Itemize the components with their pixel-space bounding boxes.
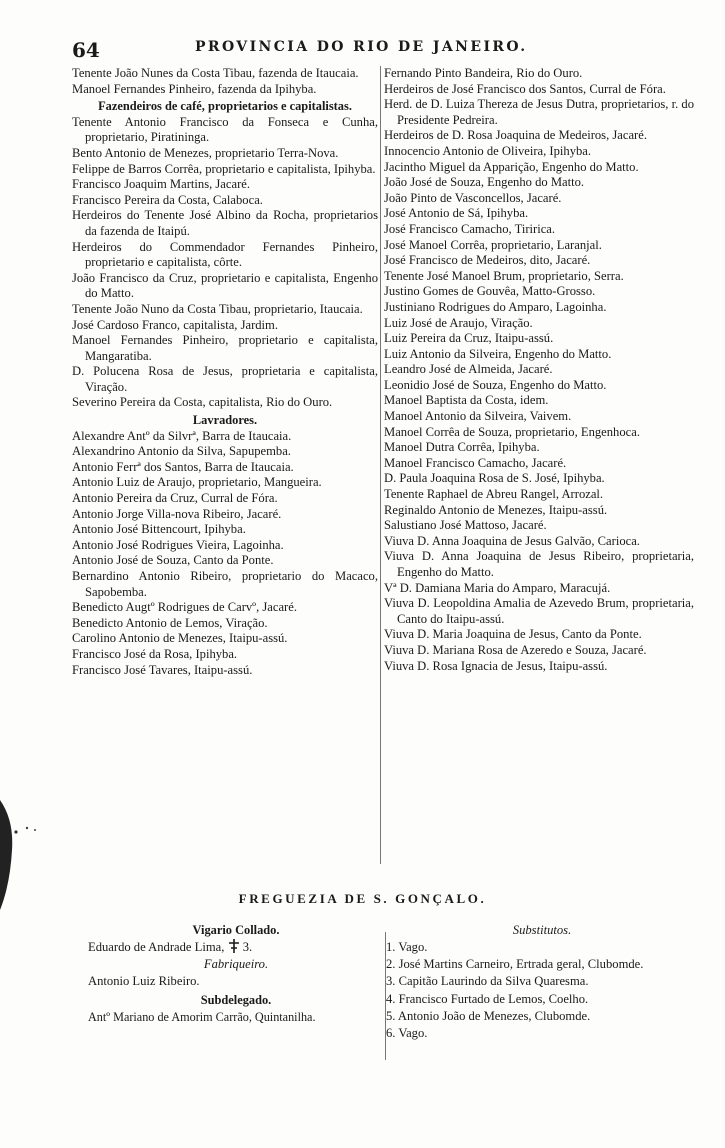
page-number: 64	[72, 38, 100, 62]
directory-entry: Francisco Pereira da Costa, Calaboca.	[72, 192, 263, 207]
directory-entry: Viuva D. Mariana Rosa de Azeredo e Souza, Jacaré.	[384, 642, 647, 657]
directory-entry: Reginaldo Antonio de Menezes, Itaipu-assú.	[384, 502, 608, 517]
directory-entry: Viuva D. Rosa Ignacia de Jesus, Itaipu-assú.	[384, 658, 608, 673]
section-heading: Lavradores.	[192, 413, 258, 428]
directory-entry: Carolino Antonio de Menezes, Itaipu-assú.	[72, 631, 288, 646]
directory-entry: Antonio José Bittencourt, Ipihyba.	[72, 522, 246, 537]
directory-entry: Justiniano Rodrigues do Amparo, Lagoinha.	[384, 299, 607, 314]
directory-entry: Tenente José Manoel Brum, proprietario, Serra.	[384, 268, 624, 283]
directory-entry: Herdeiros de José Francisco dos Santos, Curral de Fóra.	[384, 81, 666, 96]
directory-entry: Luiz Pereira da Cruz, Itaipu-assú.	[384, 331, 554, 346]
substituto-item: 6. Vago.	[386, 1026, 428, 1041]
directory-entry: Alexandrino Antonio da Silva, Sapupemba.	[72, 444, 291, 459]
directory-entry: Bernardino Antonio Ribeiro, proprietario do Macaco, Sapobemba.	[72, 569, 378, 599]
directory-entry: Antonio Jorge Villa-nova Ribeiro, Jacaré.	[72, 506, 282, 521]
directory-entry: Luiz José de Araujo, Viração.	[384, 315, 533, 330]
directory-entry: Manoel Fernandes Pinheiro, fazenda da Ipihyba.	[72, 81, 317, 96]
page-title: PROVINCIA DO RIO DE JANEIRO.	[195, 39, 528, 55]
directory-entry: Manoel Baptista da Costa, idem.	[384, 393, 549, 408]
substituto-item: 1. Vago.	[386, 940, 428, 954]
directory-entry: Tenente João Nuno da Costa Tibau, proprietario, Itaucaia.	[72, 301, 363, 316]
freguezia-officials	[88, 922, 384, 1026]
directory-entry: Bento Antonio de Menezes, proprietario Terra-Nova.	[72, 145, 339, 160]
fabriqueiro-name: Antonio Luiz Ribeiro.	[88, 974, 200, 988]
directory-entry: José Antonio de Sá, Ipihyba.	[384, 206, 529, 221]
directory-entry: Justino Gomes de Gouvêa, Matto-Grosso.	[384, 284, 596, 299]
substitutos-list	[386, 922, 698, 1042]
directory-entry: Herdeiros de D. Rosa Joaquina de Medeiros, Jacaré.	[384, 128, 647, 143]
directory-entry: Felippe de Barros Corrêa, proprietario e capitalista, Ipihyba.	[72, 161, 376, 176]
substituto-item: 4. Francisco Furtado de Lemos, Coelho.	[386, 991, 589, 1006]
directory-entry: José Cardoso Franco, capitalista, Jardim.	[72, 317, 279, 332]
subdelegado-name: Antº Mariano de Amorim Carrão, Quintanilha.	[88, 1010, 316, 1024]
directory-entry: Francisco Joaquim Martins, Jacaré.	[72, 177, 251, 192]
cross-icon	[228, 939, 240, 953]
directory-entry: Severino Pereira da Costa, capitalista, Rio do Ouro.	[72, 395, 333, 410]
vigario-order: 3.	[242, 940, 253, 954]
directory-entry: Viuva D. Anna Joaquina de Jesus Ribeiro, proprietaria, Engenho do Matto.	[384, 549, 694, 579]
directory-entry: Francisco José Tavares, Itaipu-assú.	[72, 662, 253, 677]
directory-entry: Manoel Dutra Corrêa, Ipihyba.	[384, 440, 540, 455]
substitutos-heading: Substitutos.	[512, 923, 572, 937]
directory-entry: Herdeiros do Commendador Fernandes Pinheiro, proprietario e capitalista, côrte.	[72, 239, 378, 270]
subdelegado-heading: Subdelegado.	[200, 993, 272, 1007]
directory-entry: Manoel Antonio da Silveira, Vaivem.	[384, 409, 572, 424]
directory-entry: Tenente Raphael de Abreu Rangel, Arrozal.	[384, 487, 604, 502]
substituto-item: 5. Antonio João de Menezes, Clubomde.	[386, 1008, 591, 1023]
directory-entry: Antonio José Rodrigues Vieira, Lagoinha.	[72, 537, 284, 552]
specks-icon	[24, 824, 40, 834]
directory-entry: José Francisco Camacho, Tiririca.	[384, 221, 556, 236]
directory-entry: José Manoel Corrêa, proprietario, Laranjal.	[384, 237, 602, 252]
fabriqueiro-heading: Fabriqueiro.	[203, 957, 269, 971]
column-divider	[380, 66, 381, 864]
substituto-item: 2. José Martins Carneiro, Ertrada geral, Clubomde.	[386, 957, 644, 972]
directory-entry: Viuva D. Maria Joaquina de Jesus, Canto da Ponte.	[384, 627, 642, 642]
directory-entry: Viuva D. Leopoldina Amalia de Azevedo Brum, proprietaria, Canto do Itaipu-assú.	[384, 596, 694, 626]
directory-entry: Herdeiros do Tenente José Albino da Rocha, proprietarios da fazenda de Itaipú.	[72, 208, 378, 238]
directory-entry: João José de Souza, Engenho do Matto.	[384, 175, 585, 190]
directory-entry: Manoel Francisco Camacho, Jacaré.	[384, 455, 567, 470]
right-column	[384, 66, 694, 674]
freguezia-title: FREGUEZIA DE S. GONÇALO.	[238, 891, 487, 906]
directory-entry: Herd. de D. Luiza Thereza de Jesus Dutra, proprietarios, r. do Presidente Pedreira.	[384, 97, 694, 127]
section-heading: Fazendeiros de café, proprietarios e capitalistas.	[98, 99, 352, 114]
directory-entry: Antonio Luiz de Araujo, proprietario, Mangueira.	[72, 475, 322, 490]
directory-entry: D. Paula Joaquina Rosa de S. José, Ipihyba.	[384, 471, 605, 486]
directory-entry: Innocencio Antonio de Oliveira, Ipihyba.	[384, 143, 592, 158]
directory-entry: Francisco José da Rosa, Ipihyba.	[72, 646, 238, 661]
directory-entry: Jacintho Miguel da Apparição, Engenho do Matto.	[384, 159, 639, 174]
directory-entry: João Francisco da Cruz, proprietario e capitalista, Engenho do Matto.	[72, 270, 378, 301]
vigario-heading: Vigario Collado.	[192, 923, 280, 937]
vigario-line	[88, 939, 384, 956]
directory-entry: Alexandre Antº da Silvrª, Barra de Itaucaia.	[72, 428, 292, 443]
directory-entry: Benedicto Augtº Rodrigues de Carvº, Jacaré.	[72, 600, 297, 615]
directory-entry: Antonio José de Souza, Canto da Ponte.	[72, 553, 274, 568]
directory-entry: D. Polucena Rosa de Jesus, proprietaria e capitalista, Viração.	[72, 364, 378, 394]
page-edge-ink-blot-icon	[0, 770, 22, 930]
directory-entry: Leonidio José de Souza, Engenho do Matto.	[384, 377, 607, 392]
directory-entry: Fernando Pinto Bandeira, Rio do Ouro.	[384, 66, 583, 80]
left-column	[72, 66, 378, 678]
directory-entry: Luiz Antonio da Silveira, Engenho do Matto.	[384, 346, 612, 361]
substituto-item: 3. Capitão Laurindo da Silva Quaresma.	[386, 974, 589, 989]
directory-entry: Manoel Corrêa de Souza, proprietario, Engenhoca.	[384, 424, 640, 439]
directory-entry: Tenente João Nunes da Costa Tibau, fazenda de Itaucaia.	[72, 66, 359, 80]
directory-entry: José Francisco de Medeiros, dito, Jacaré.	[384, 253, 591, 268]
directory-entry: Leandro José de Almeida, Jacaré.	[384, 362, 553, 377]
directory-entry: Salustiano José Mattoso, Jacaré.	[384, 518, 547, 533]
directory-entry: Antonio Pereira da Cruz, Curral de Fóra.	[72, 491, 278, 506]
directory-entry: João Pinto de Vasconcellos, Jacaré.	[384, 190, 562, 205]
directory-entry: Tenente Antonio Francisco da Fonseca e Cunha, proprietario, Piratininga.	[72, 114, 378, 145]
directory-entry: Viuva D. Anna Joaquina de Jesus Galvão, Carioca.	[384, 533, 640, 548]
directory-entry: Benedicto Antonio de Lemos, Viração.	[72, 615, 268, 630]
directory-entry: Antonio Ferrª dos Santos, Barra de Itaucaia.	[72, 459, 294, 474]
directory-entry: Manoel Fernandes Pinheiro, proprietario e capitalista, Mangaratiba.	[72, 333, 378, 363]
directory-entry: Vª D. Damiana Maria do Amparo, Maracujá.	[384, 580, 611, 595]
vigario-name: Eduardo de Andrade Lima,	[88, 940, 225, 954]
